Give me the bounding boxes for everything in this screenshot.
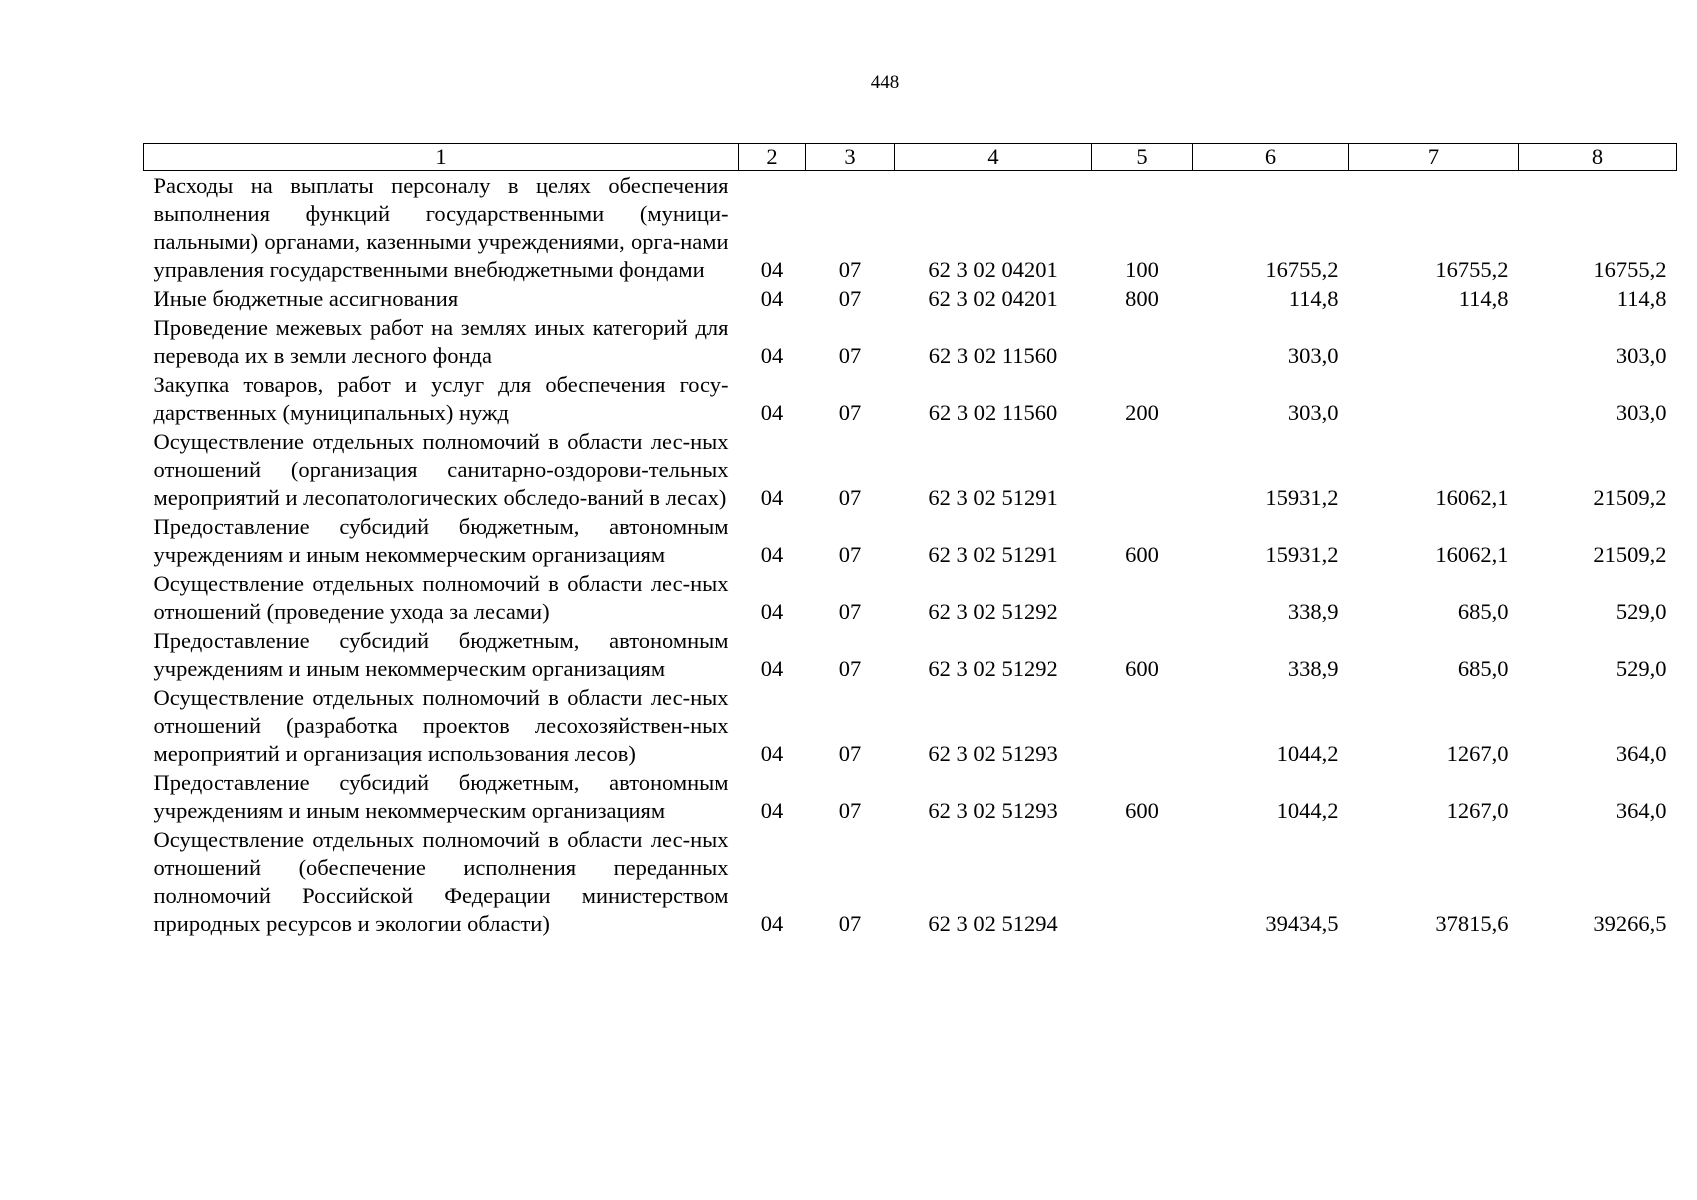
expense-type-cell: 600 xyxy=(1125,542,1159,567)
target-article-cell: 62 3 02 51291 xyxy=(928,542,1058,567)
expense-type-cell xyxy=(1092,825,1193,938)
expense-type-cell: 100 xyxy=(1125,257,1159,282)
amount-col6-cell: 15931,2 xyxy=(1265,542,1339,567)
amount-col6-cell: 15931,2 xyxy=(1265,485,1339,510)
subsection-code-cell: 07 xyxy=(838,599,862,624)
amount-col8-cell: 364,0 xyxy=(1615,798,1667,823)
target-article-cell: 62 3 02 51291 xyxy=(928,485,1058,510)
column-header: 6 xyxy=(1193,144,1349,171)
amount-col7-cell xyxy=(1349,370,1519,427)
amount-col8-cell: 529,0 xyxy=(1615,656,1667,681)
amount-col6-cell: 1044,2 xyxy=(1276,741,1339,766)
page-number: 448 xyxy=(870,72,900,93)
amount-col7-cell: 685,0 xyxy=(1457,599,1509,624)
section-code-cell: 04 xyxy=(760,656,784,681)
subsection-code-cell: 07 xyxy=(838,741,862,766)
expense-type-cell xyxy=(1092,313,1193,370)
amount-col8-cell: 16755,2 xyxy=(1593,257,1667,282)
row-name-cell: Осуществление отдельных полномочий в области лес-ных отношений (разработка проектов лесохозяйствен-ных мероприятий и организация использования лесов) xyxy=(153,685,729,766)
amount-col8-cell: 21509,2 xyxy=(1593,485,1667,510)
subsection-code-cell: 07 xyxy=(838,400,862,425)
amount-col8-cell: 303,0 xyxy=(1615,343,1667,368)
expense-type-cell: 800 xyxy=(1125,286,1159,311)
amount-col8-cell: 529,0 xyxy=(1615,599,1667,624)
expense-type-cell: 600 xyxy=(1125,656,1159,681)
table-row xyxy=(144,284,1677,313)
amount-col7-cell: 1267,0 xyxy=(1446,741,1509,766)
subsection-code-cell: 07 xyxy=(838,542,862,567)
table-row xyxy=(144,313,1677,370)
amount-col7-cell xyxy=(1349,313,1519,370)
target-article-cell: 62 3 02 51294 xyxy=(928,911,1058,936)
column-header: 3 xyxy=(806,144,895,171)
table-row xyxy=(144,626,1677,683)
table-row xyxy=(144,512,1677,569)
section-code-cell: 04 xyxy=(760,343,784,368)
amount-col7-cell: 685,0 xyxy=(1457,656,1509,681)
section-code-cell: 04 xyxy=(760,257,784,282)
amount-col7-cell: 1267,0 xyxy=(1446,798,1509,823)
row-name-cell: Предоставление субсидий бюджетным, автономным учреждениям и иным некоммерческим организациям xyxy=(153,770,729,823)
expense-type-cell xyxy=(1092,427,1193,512)
target-article-cell: 62 3 02 51293 xyxy=(928,798,1058,823)
row-name-cell: Закупка товаров, работ и услуг для обеспечения госу-дарственных (муниципальных) нужд xyxy=(153,372,729,425)
table-row xyxy=(144,427,1677,512)
table-row xyxy=(144,171,1677,285)
table-row xyxy=(144,683,1677,768)
target-article-cell: 62 3 02 51293 xyxy=(928,741,1058,766)
subsection-code-cell: 07 xyxy=(838,798,862,823)
table-header-row xyxy=(144,144,1677,171)
column-header: 1 xyxy=(144,144,739,171)
amount-col7-cell: 16755,2 xyxy=(1435,257,1509,282)
table-body xyxy=(144,171,1677,939)
row-name-cell: Осуществление отдельных полномочий в области лес-ных отношений (организация санитарно-оздорови-тельных мероприятий и лесопатологических обследо-ваний в лесах) xyxy=(153,429,729,510)
column-header: 8 xyxy=(1519,144,1677,171)
target-article-cell: 62 3 02 51292 xyxy=(928,656,1058,681)
table-row xyxy=(144,569,1677,626)
amount-col6-cell: 39434,5 xyxy=(1265,911,1339,936)
target-article-cell: 62 3 02 11560 xyxy=(928,343,1058,368)
amount-col8-cell: 364,0 xyxy=(1615,741,1667,766)
section-code-cell: 04 xyxy=(760,286,784,311)
amount-col8-cell: 303,0 xyxy=(1615,400,1667,425)
subsection-code-cell: 07 xyxy=(838,911,862,936)
subsection-code-cell: 07 xyxy=(838,286,862,311)
row-name-cell: Проведение межевых работ на землях иных категорий для перевода их в земли лесного фонда xyxy=(153,315,729,368)
amount-col6-cell: 114,8 xyxy=(1288,286,1339,311)
target-article-cell: 62 3 02 04201 xyxy=(928,286,1058,311)
amount-col6-cell: 338,9 xyxy=(1287,599,1339,624)
amount-col6-cell: 1044,2 xyxy=(1276,798,1339,823)
expense-type-cell: 600 xyxy=(1125,798,1159,823)
column-header: 7 xyxy=(1349,144,1519,171)
target-article-cell: 62 3 02 11560 xyxy=(928,400,1058,425)
expense-type-cell xyxy=(1092,683,1193,768)
section-code-cell: 04 xyxy=(760,798,784,823)
row-name-cell: Иные бюджетные ассигнования xyxy=(153,286,459,311)
section-code-cell: 04 xyxy=(760,485,784,510)
subsection-code-cell: 07 xyxy=(838,343,862,368)
subsection-code-cell: 07 xyxy=(838,656,862,681)
table-row xyxy=(144,768,1677,825)
amount-col7-cell: 37815,6 xyxy=(1435,911,1509,936)
target-article-cell: 62 3 02 51292 xyxy=(928,599,1058,624)
amount-col8-cell: 21509,2 xyxy=(1593,542,1667,567)
target-article-cell: 62 3 02 04201 xyxy=(928,257,1058,282)
amount-col7-cell: 114,8 xyxy=(1458,286,1509,311)
amount-col8-cell: 114,8 xyxy=(1616,286,1667,311)
subsection-code-cell: 07 xyxy=(838,257,862,282)
subsection-code-cell: 07 xyxy=(838,485,862,510)
row-name-cell: Осуществление отдельных полномочий в области лес-ных отношений (проведение ухода за лесами) xyxy=(153,571,729,624)
budget-table xyxy=(143,143,1677,938)
row-name-cell: Осуществление отдельных полномочий в области лес-ных отношений (обеспечение исполнения переданных полномочий Российской Федерации министерством природных ресурсов и экологии области) xyxy=(153,827,729,936)
section-code-cell: 04 xyxy=(760,741,784,766)
row-name-cell: Предоставление субсидий бюджетным, автономным учреждениям и иным некоммерческим организациям xyxy=(153,514,729,567)
section-code-cell: 04 xyxy=(760,542,784,567)
column-header: 2 xyxy=(739,144,806,171)
table-row xyxy=(144,825,1677,938)
amount-col7-cell: 16062,1 xyxy=(1435,542,1509,567)
section-code-cell: 04 xyxy=(760,599,784,624)
row-name-cell: Предоставление субсидий бюджетным, автономным учреждениям и иным некоммерческим организациям xyxy=(153,628,729,681)
amount-col6-cell: 16755,2 xyxy=(1265,257,1339,282)
section-code-cell: 04 xyxy=(760,400,784,425)
amount-col6-cell: 338,9 xyxy=(1287,656,1339,681)
column-header: 5 xyxy=(1092,144,1193,171)
amount-col7-cell: 16062,1 xyxy=(1435,485,1509,510)
expense-type-cell: 200 xyxy=(1125,400,1159,425)
column-header: 4 xyxy=(895,144,1092,171)
amount-col8-cell: 39266,5 xyxy=(1593,911,1667,936)
table-row xyxy=(144,370,1677,427)
row-name-cell: Расходы на выплаты персоналу в целях обеспечения выполнения функций государственными (муници-пальными) органами, казенными учреждениями, орга-нами управления государственными внебюджетными фондами xyxy=(153,173,729,282)
amount-col6-cell: 303,0 xyxy=(1287,343,1339,368)
section-code-cell: 04 xyxy=(760,911,784,936)
expense-type-cell xyxy=(1092,569,1193,626)
amount-col6-cell: 303,0 xyxy=(1287,400,1339,425)
